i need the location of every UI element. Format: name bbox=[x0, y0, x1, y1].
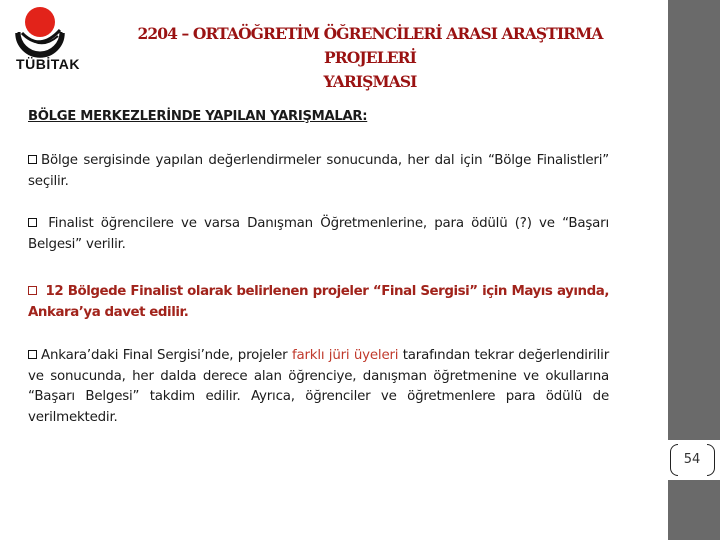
section-heading: BÖLGE MERKEZLERİNDE YAPILAN YARIŞMALAR: bbox=[28, 109, 368, 124]
paragraph-4 bbox=[28, 346, 609, 428]
checkbox-bullet-icon bbox=[28, 155, 37, 164]
tubitak-logo bbox=[0, 0, 96, 84]
checkbox-bullet-icon bbox=[28, 350, 37, 359]
paragraph-1 bbox=[28, 151, 609, 192]
checkbox-bullet-icon bbox=[28, 286, 37, 295]
paragraph-4-highlight: farklı jüri üyeleri bbox=[291, 348, 399, 363]
page-title bbox=[100, 22, 640, 94]
paragraph-4-text-a: Ankara’daki Final Sergisi’nde, projeler bbox=[41, 348, 292, 363]
title-line-1: 2204 – ORTAÖĞRETİM ÖĞRENCİLERİ ARASI ARAŞTIRMA PROJELERİ bbox=[137, 24, 603, 67]
paragraph-4-text-c: tarafından tekrar değerlendirilir ve sonucunda, her dalda derece alan öğrenciye, danışman öğretmenine ve okullarına “Başarı Belgesi” takdim edilir. Ayrıca, öğrenciler ve öğretmenlere para ödülü de verilmektedir. bbox=[28, 348, 609, 425]
paragraph-2 bbox=[28, 214, 609, 255]
paragraph-3 bbox=[28, 282, 609, 323]
page-number: 54 bbox=[683, 452, 701, 467]
checkbox-bullet-icon bbox=[28, 218, 37, 227]
title-line-2: YARIŞMASI bbox=[323, 72, 417, 91]
paragraph-2-text: Finalist öğrencilere ve varsa Danışman Öğretmenlerine, para ödülü (?) ve “Başarı Belgesi” verilir. bbox=[28, 216, 609, 252]
logo-text: TÜBİTAK bbox=[16, 56, 80, 72]
tubitak-logo-icon bbox=[0, 0, 96, 60]
paragraph-3-text: 12 Bölgede Finalist olarak belirlenen projeler “Final Sergisi” için Mayıs ayında, Ankara’ya davet edilir. bbox=[28, 284, 609, 320]
paragraph-1-text: Bölge sergisinde yapılan değerlendirmeler sonucunda, her dal için “Bölge Finalistleri” seçilir. bbox=[28, 153, 609, 189]
